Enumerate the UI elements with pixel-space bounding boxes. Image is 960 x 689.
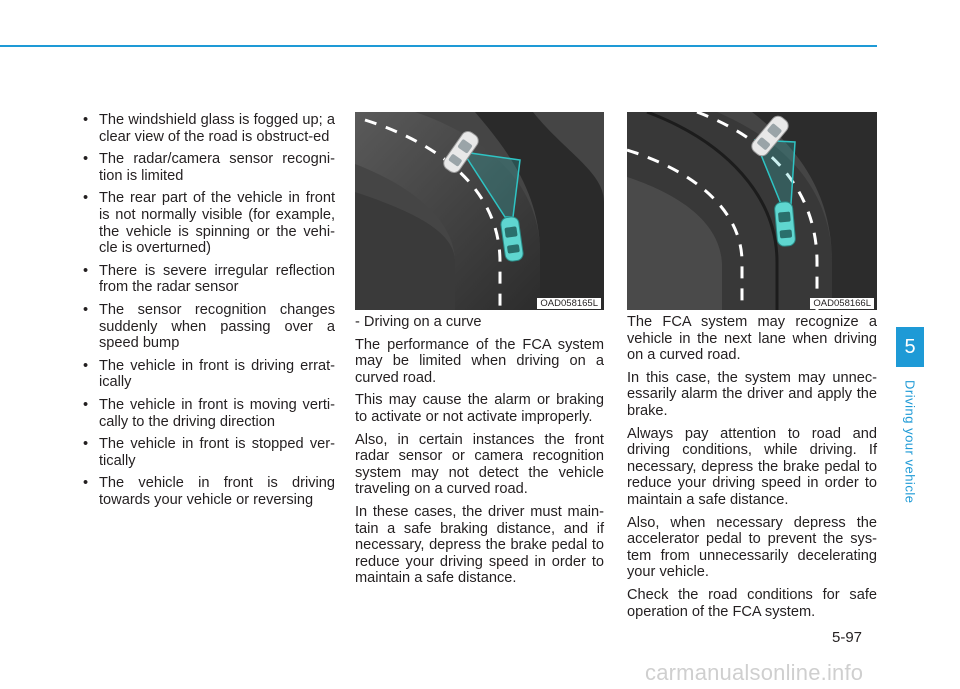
paragraph: In these cases, the driver must main-tain a safe braking distance, and if necessary, depress the brake pedal to reduce your driving speed in order to maintain a safe distance. (355, 503, 604, 587)
paragraph: In this case, the system may unnec-essarily alarm the driver and apply the brake. (627, 369, 877, 419)
middle-column (355, 112, 604, 593)
paragraph: This may cause the alarm or braking to activate or not activate improperly. (355, 392, 604, 425)
bullet-icon: • (83, 190, 89, 207)
paragraph: Check the road conditions for safe operation of the FCA system. (627, 586, 877, 620)
list-item: • The rear part of the vehicle in front is not normally visible (for example, the vehicle is spinning or the vehi-cle is overturned) (83, 190, 335, 257)
paragraph: Also, when necessary depress the accelerator pedal to prevent the sys-tem from unnecessarily decelerating your vehicle. (627, 514, 877, 581)
list-item: • The sensor recognition changes suddenly when passing over a speed bump (83, 301, 335, 352)
page-number: 5-97 (832, 629, 863, 646)
chapter-number-tab: 5 (896, 327, 924, 367)
two-lane-curve-icon (627, 112, 877, 310)
watermark: carmanualsonline.info (645, 660, 864, 685)
paragraph: The FCA system may recognize a vehicle in the next lane when driving on a curved road. (627, 314, 877, 364)
left-column (75, 112, 335, 514)
own-car-icon (774, 201, 796, 246)
paragraph: - Driving on a curve (355, 314, 482, 330)
list-item: • The vehicle in front is driving towards your vehicle or reversing (83, 475, 335, 508)
bullet-icon: • (83, 262, 89, 279)
bullet-icon: • (83, 357, 89, 374)
list-item: • The radar/camera sensor recogni-tion is limited (83, 151, 335, 184)
figure-code: OAD058165L (537, 298, 601, 309)
paragraph: Also, in certain instances the front radar sensor or camera recognition system may not detect the vehicle traveling on a curved road. (355, 431, 604, 498)
bullet-icon: • (83, 436, 89, 453)
list-item: • The vehicle in front is driving errat-ically (83, 357, 335, 391)
condition-list (75, 112, 335, 508)
right-column (627, 112, 877, 626)
header-rule (0, 45, 877, 47)
single-lane-curve-icon (355, 112, 604, 310)
bullet-icon: • (83, 151, 89, 168)
paragraph: Always pay attention to road and driving conditions, while driving. If necessary, depress the brake pedal to reduce your driving speed in order to maintain a safe distance. (627, 425, 877, 508)
paragraph: The performance of the FCA system may be limited when driving on a curved road. (355, 336, 604, 386)
curve-road-illustration (355, 112, 604, 310)
chapter-title: Driving your vehicle (902, 380, 918, 504)
figure-code: OAD058166L (810, 298, 874, 309)
list-item: • There is severe irregular reflection from the radar sensor (83, 262, 335, 296)
bullet-icon: • (83, 475, 89, 492)
bullet-icon: • (83, 396, 89, 413)
list-item: • The vehicle in front is moving verti-cally to the driving direction (83, 396, 335, 430)
bullet-icon: • (83, 301, 89, 318)
list-item: • The windshield glass is fogged up; a clear view of the road is obstruct-ed (83, 112, 335, 145)
adjacent-lane-illustration (627, 112, 877, 310)
list-item: • The vehicle in front is stopped ver-tically (83, 436, 335, 469)
bullet-icon: • (83, 112, 89, 128)
